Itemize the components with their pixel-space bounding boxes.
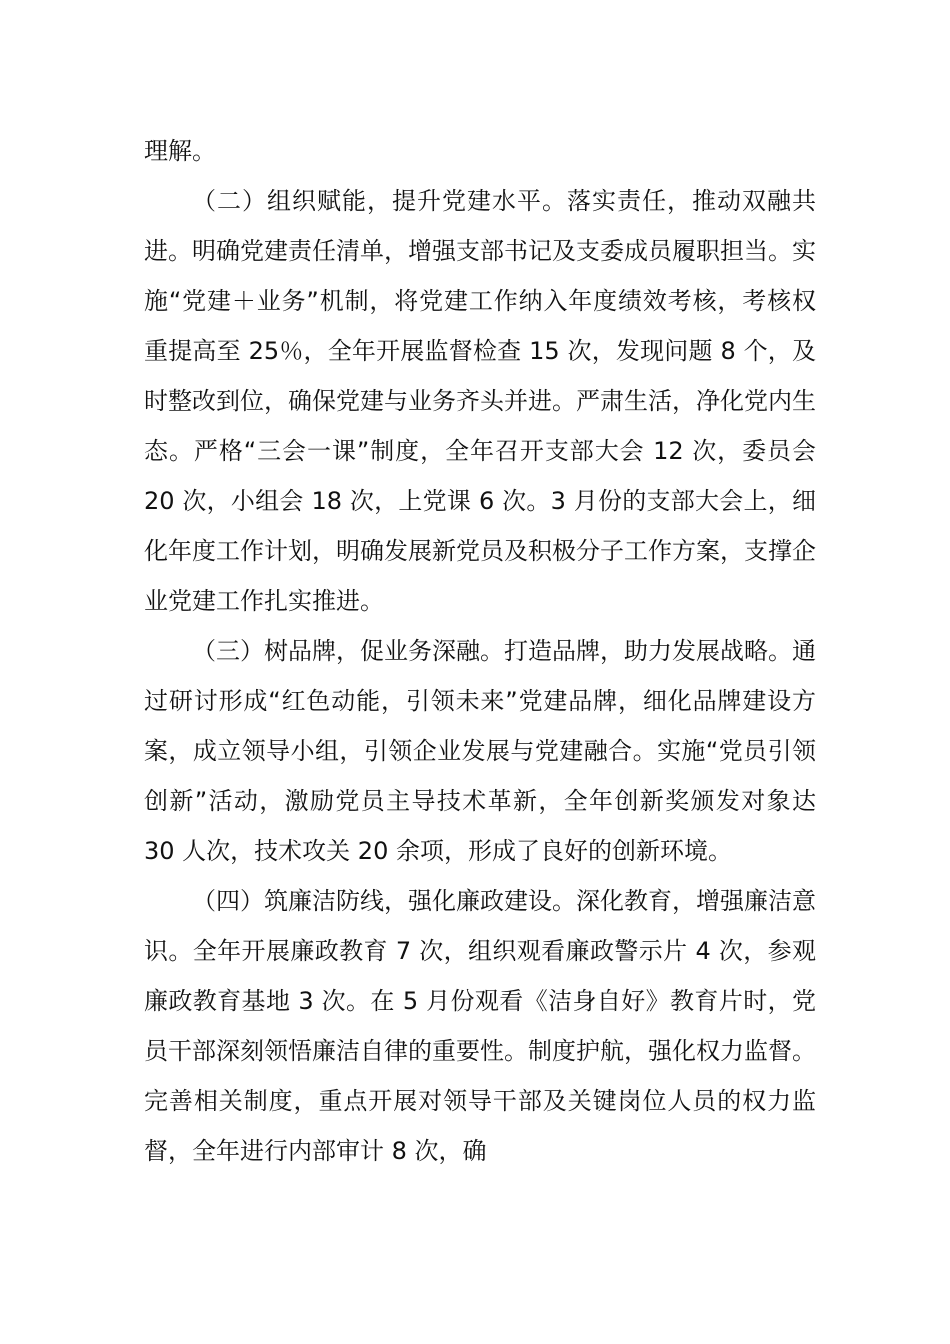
document-body xyxy=(144,126,816,1176)
paragraph-organization-empowerment: （二）组织赋能，提升党建水平。落实责任，推动双融共进。明确党建责任清单，增强支部书记及支委成员履职担当。实施“党建＋业务”机制，将党建工作纳入年度绩效考核，考核权重提高至 25％，全年开展监督检查 15 次，发现问题 8 个，及时整改到位，确保党建与业务齐头并进。严肃生活，净化党内生态。严格“三会一课”制度，全年召开支部大会 12 次，委员会 20 次，小组会 18 次，上党课 6 次。3 月份的支部大会上，细化年度工作计划，明确发展新党员及积极分子工作方案，支撑企业党建工作扎实推进。 xyxy=(144,187,816,615)
paragraph-brand-building: （三）树品牌，促业务深融。打造品牌，助力发展战略。通过研讨形成“红色动能，引领未来”党建品牌，细化品牌建设方案，成立领导小组，引领企业发展与党建融合。实施“党员引领创新”活动，激励党员主导技术革新，全年创新奖颁发对象达 30 人次，技术攻关 20 余项，形成了良好的创新环境。 xyxy=(144,637,816,865)
paragraph-integrity-defense: （四）筑廉洁防线，强化廉政建设。深化教育，增强廉洁意识。全年开展廉政教育 7 次，组织观看廉政警示片 4 次，参观廉政教育基地 3 次。在 5 月份观看《洁身自好》教育片时，党员干部深刻领悟廉洁自律的重要性。制度护航，强化权力监督。完善相关制度，重点开展对领导干部及关键岗位人员的权力监督，全年进行内部审计 8 次，确 xyxy=(144,887,816,1165)
paragraph-continuation: 理解。 xyxy=(144,137,216,165)
